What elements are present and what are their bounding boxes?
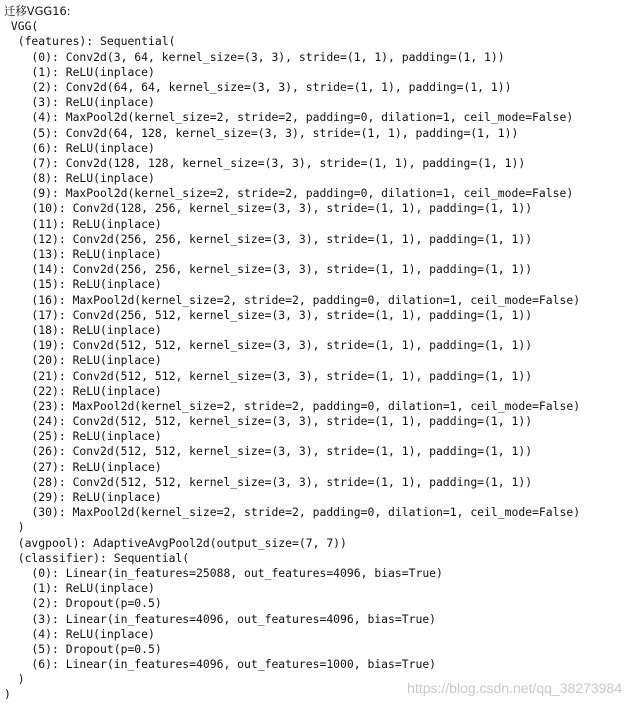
code-line: (30): MaxPool2d(kernel_size=2, stride=2, padding=0, dilation=1, ceil_mode=False) <box>4 505 581 520</box>
code-line: (8): ReLU(inplace) <box>4 171 155 186</box>
code-line: (4): ReLU(inplace) <box>4 626 155 641</box>
title-line: 迁移VGG16: <box>4 4 71 18</box>
code-line: (0): Conv2d(3, 64, kernel_size=(3, 3), stride=(1, 1), padding=(1, 1)) <box>4 49 505 64</box>
code-line: (11): ReLU(inplace) <box>4 216 162 231</box>
code-line: (25): ReLU(inplace) <box>4 429 162 444</box>
code-line: VGG( <box>4 19 39 34</box>
code-line: (6): ReLU(inplace) <box>4 140 155 155</box>
code-line: (5): Dropout(p=0.5) <box>4 641 162 656</box>
code-line: (9): MaxPool2d(kernel_size=2, stride=2, padding=0, dilation=1, ceil_mode=False) <box>4 186 574 201</box>
code-line: (features): Sequential( <box>4 34 176 49</box>
code-line: (13): ReLU(inplace) <box>4 247 162 261</box>
code-line: (3): Linear(in_features=4096, out_features=4096, bias=True) <box>4 611 437 626</box>
code-line: (5): Conv2d(64, 128, kernel_size=(3, 3), stride=(1, 1), padding=(1, 1)) <box>4 125 519 140</box>
code-line: (12): Conv2d(256, 256, kernel_size=(3, 3), stride=(1, 1), padding=(1, 1)) <box>4 231 533 246</box>
code-line: (14): Conv2d(256, 256, kernel_size=(3, 3), stride=(1, 1), padding=(1, 1)) <box>4 262 533 277</box>
model-printout <box>4 4 626 703</box>
code-line: (29): ReLU(inplace) <box>4 490 162 504</box>
code-line: (21): Conv2d(512, 512, kernel_size=(3, 3), stride=(1, 1), padding=(1, 1)) <box>4 368 533 383</box>
code-line: (6): Linear(in_features=4096, out_features=1000, bias=True) <box>4 657 437 672</box>
code-line: (18): ReLU(inplace) <box>4 322 162 337</box>
code-line: (2): Conv2d(64, 64, kernel_size=(3, 3), stride=(1, 1), padding=(1, 1)) <box>4 79 512 94</box>
code-line: (10): Conv2d(128, 256, kernel_size=(3, 3), stride=(1, 1), padding=(1, 1)) <box>4 201 533 216</box>
code-line: ) <box>4 520 25 535</box>
code-line: (16): MaxPool2d(kernel_size=2, stride=2, padding=0, dilation=1, ceil_mode=False) <box>4 292 581 307</box>
code-line: (19): Conv2d(512, 512, kernel_size=(3, 3), stride=(1, 1), padding=(1, 1)) <box>4 338 533 353</box>
code-line: (27): ReLU(inplace) <box>4 459 162 474</box>
code-line: ) <box>4 672 25 687</box>
code-line: (1): ReLU(inplace) <box>4 64 155 79</box>
code-line: (3): ReLU(inplace) <box>4 95 155 110</box>
code-line: (20): ReLU(inplace) <box>4 353 162 368</box>
code-line: (15): ReLU(inplace) <box>4 277 162 292</box>
code-line: (7): Conv2d(128, 128, kernel_size=(3, 3), stride=(1, 1), padding=(1, 1)) <box>4 155 526 170</box>
code-line: ) <box>4 687 11 702</box>
code-line: (23): MaxPool2d(kernel_size=2, stride=2, padding=0, dilation=1, ceil_mode=False) <box>4 398 581 413</box>
watermark: https://blog.csdn.net/qq_38273984 <box>407 680 622 696</box>
code-line: (26): Conv2d(512, 512, kernel_size=(3, 3), stride=(1, 1), padding=(1, 1)) <box>4 444 533 459</box>
code-line: (1): ReLU(inplace) <box>4 581 155 596</box>
code-line: (2): Dropout(p=0.5) <box>4 596 162 611</box>
code-line: (17): Conv2d(256, 512, kernel_size=(3, 3), stride=(1, 1), padding=(1, 1)) <box>4 307 533 322</box>
code-line: (24): Conv2d(512, 512, kernel_size=(3, 3), stride=(1, 1), padding=(1, 1)) <box>4 414 533 429</box>
code-line: (0): Linear(in_features=25088, out_features=4096, bias=True) <box>4 565 443 580</box>
code-line: (avgpool): AdaptiveAvgPool2d(output_size=(7, 7)) <box>4 535 347 550</box>
code-line: (4): MaxPool2d(kernel_size=2, stride=2, padding=0, dilation=1, ceil_mode=False) <box>4 110 574 125</box>
code-line: (28): Conv2d(512, 512, kernel_size=(3, 3), stride=(1, 1), padding=(1, 1)) <box>4 474 533 489</box>
code-line: (22): ReLU(inplace) <box>4 383 162 398</box>
code-line: (classifier): Sequential( <box>4 550 190 565</box>
